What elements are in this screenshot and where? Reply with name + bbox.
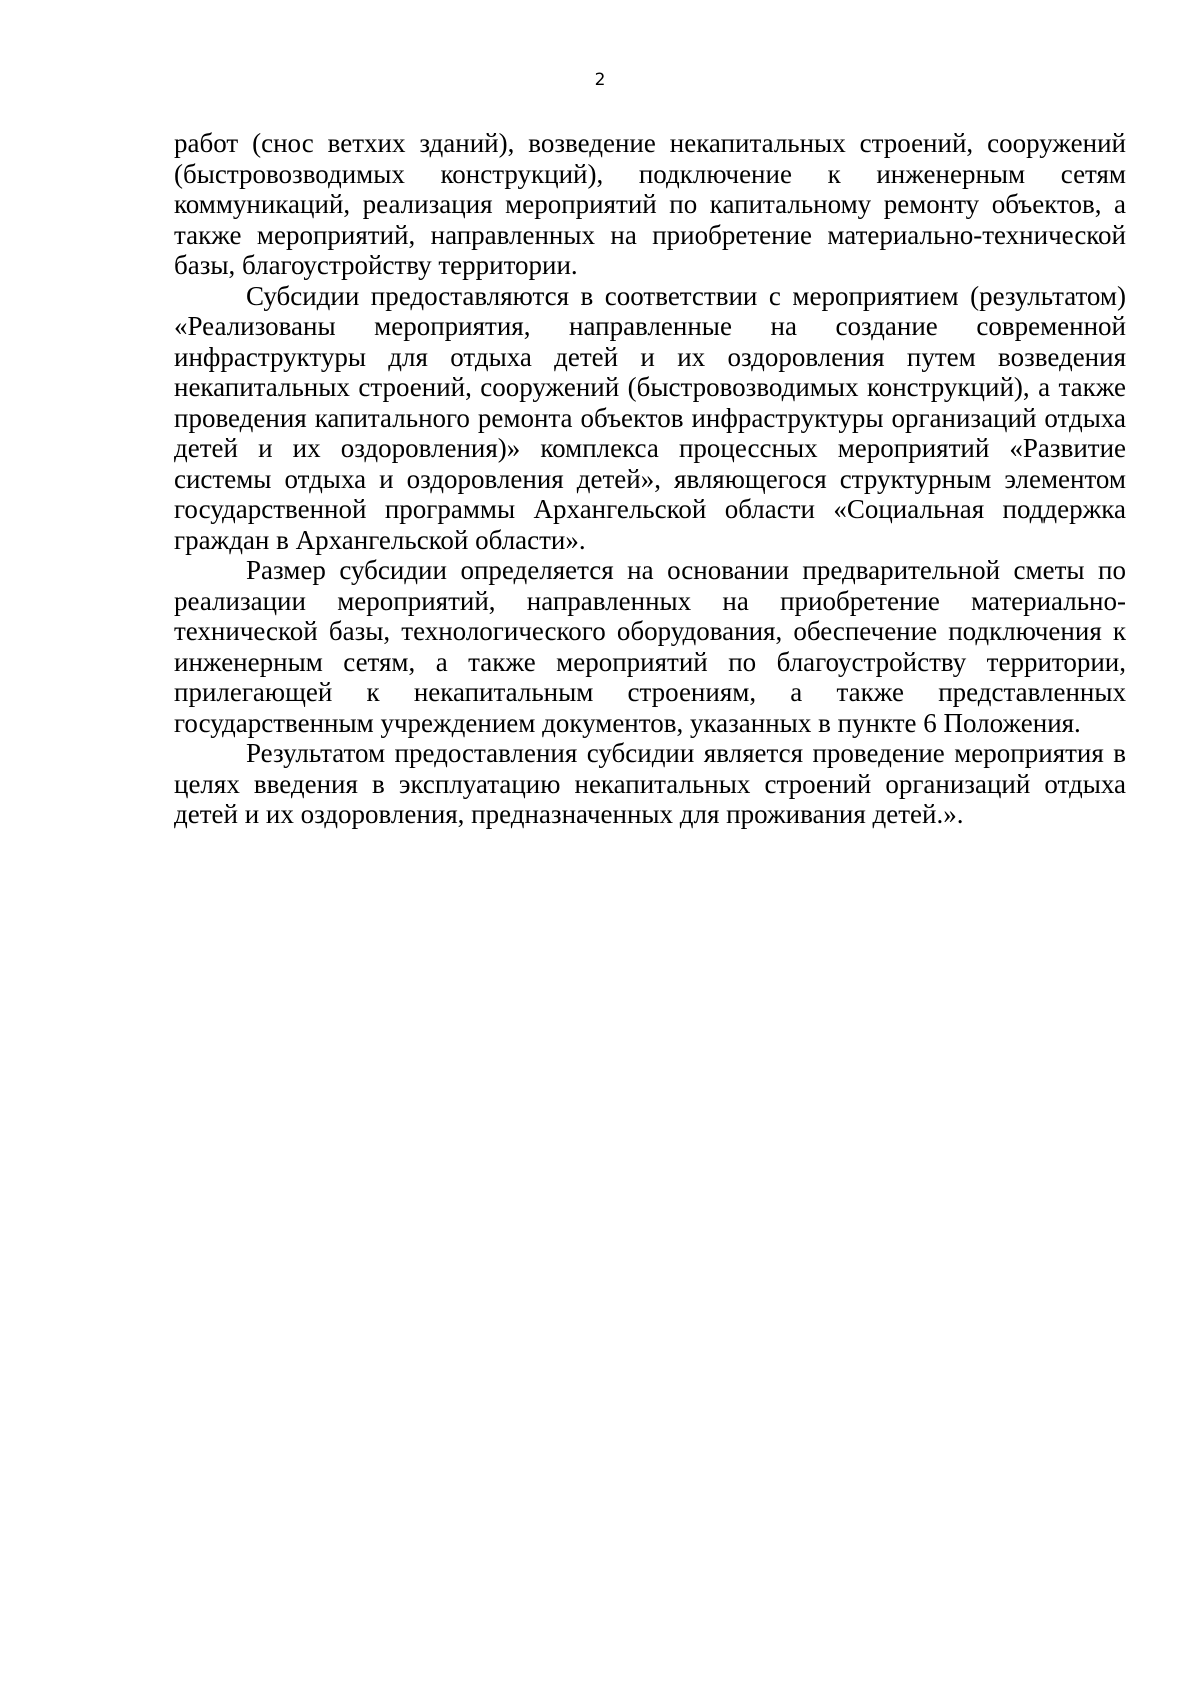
page-number: 2 bbox=[594, 70, 606, 90]
paragraph-subsidy-result: Результатом предоставления субсидии является проведение мероприятия в целях введения в эксплуатацию некапитальных строений организаций отдыха детей и их оздоровления, предназначенных для проживания детей.». bbox=[174, 738, 1126, 829]
document-body bbox=[174, 128, 1126, 830]
paragraph-subsidy-amount: Размер субсидии определяется на основании предварительной сметы по реализации мероприятий, направленных на приобретение материально-технической базы, технологического оборудования, обеспечение подключения к инженерным сетям, а также мероприятий по благоустройству территории, прилегающей к некапитальным строениям, а также представленных государственным учреждением документов, указанных в пункте 6 Положения. bbox=[174, 555, 1126, 738]
paragraph-subsidies-provision: Субсидии предоставляются в соответствии с мероприятием (результатом) «Реализованы мероприятия, направленные на создание современной инфраструктуры для отдыха детей и их оздоровления путем возведения некапитальных строений, сооружений (быстровозводимых конструкций), а также проведения капитального ремонта объектов инфраструктуры организаций отдыха детей и их оздоровления)» комплекса процессных мероприятий «Развитие системы отдыха и оздоровления детей», являющегося структурным элементом государственной программы Архангельской области «Социальная поддержка граждан в Архангельской области». bbox=[174, 280, 1126, 555]
paragraph-continuation: работ (снос ветхих зданий), возведение некапитальных строений, сооружений (быстровозводимых конструкций), подключение к инженерным сетям коммуникаций, реализация мероприятий по капитальному ремонту объектов, а также мероприятий, направленных на приобретение материально-технической базы, благоустройству территории. bbox=[174, 128, 1126, 280]
